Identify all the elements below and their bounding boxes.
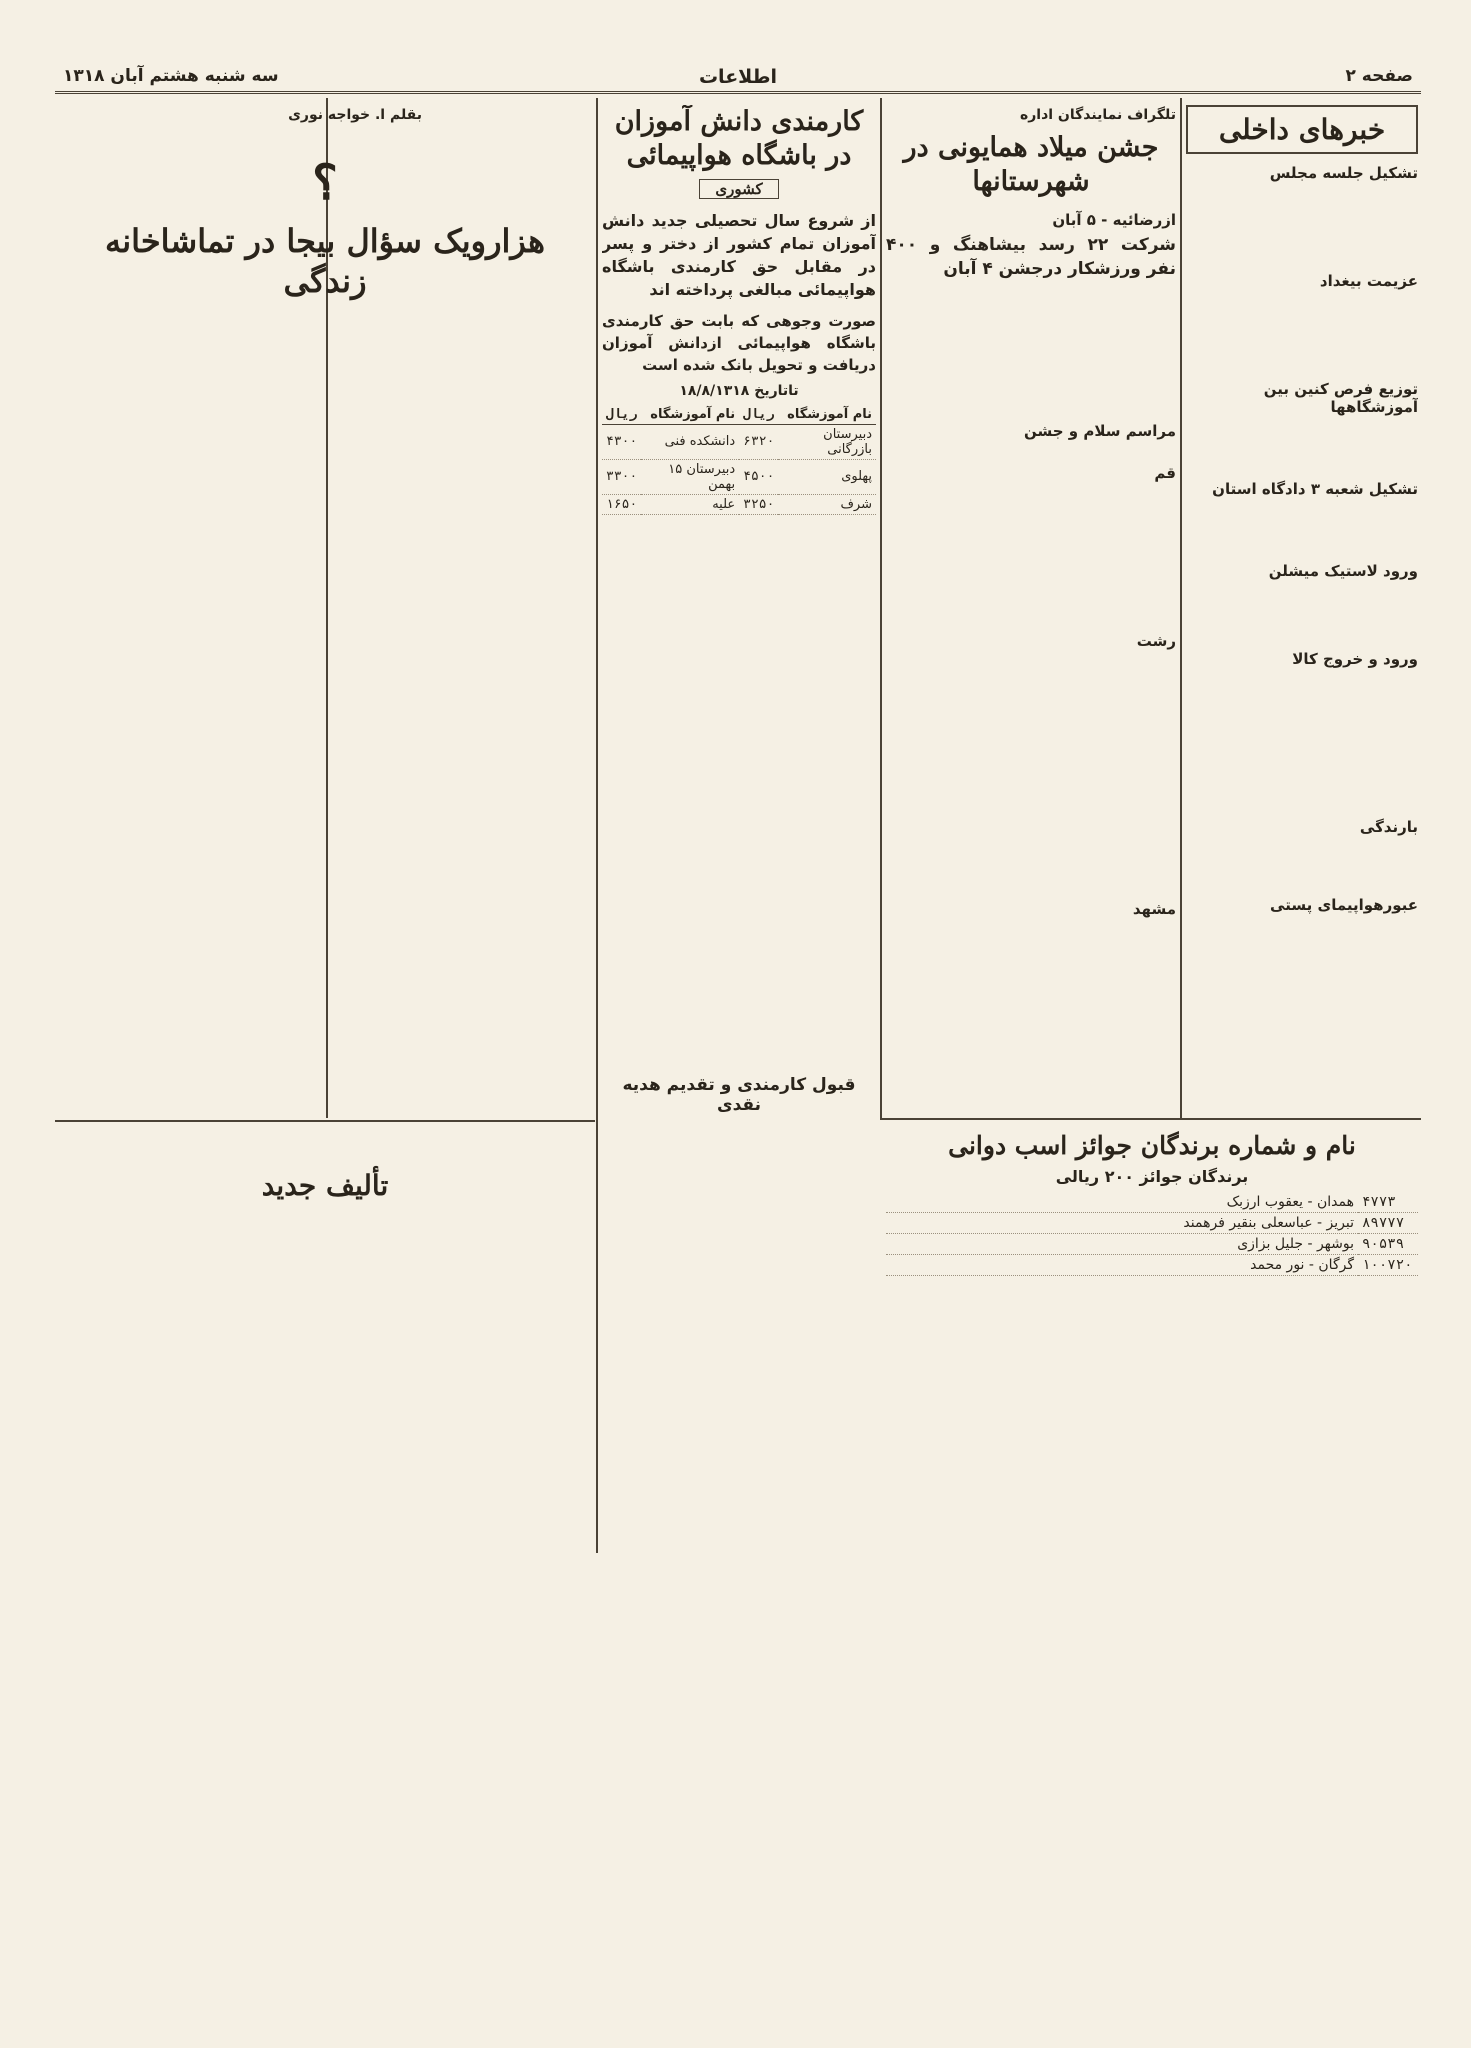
news-item-title: ورود و خروج کالا xyxy=(1292,650,1418,668)
table-cell: ۳۳۰۰ xyxy=(602,459,641,494)
column-kicker: تلگراف نمایندگان اداره xyxy=(1019,107,1176,123)
page-number: صفحه ۲ xyxy=(1345,66,1413,86)
table-cell: پهلوی xyxy=(778,459,876,494)
news-item-title: عزیمت بیغداد xyxy=(1319,272,1418,290)
student-membership-headline: کارمندی دانش آموزان در باشگاه هواپیمائی xyxy=(614,106,864,171)
winner-name: تبریز - عباسعلی بنقیر فرهمند xyxy=(886,1213,1358,1234)
section-rule xyxy=(55,1120,595,1122)
newspaper-name: اطلاعات xyxy=(698,66,778,88)
table-cell: ۴۳۰۰ xyxy=(602,424,641,459)
table-date: تاتاریخ ۱۸/۸/۱۳۱۸ xyxy=(679,382,799,399)
domestic-news-title: خبرهای داخلی xyxy=(1218,113,1386,146)
question-mark: ؟ xyxy=(312,155,338,211)
table-cell: شرف xyxy=(778,494,876,514)
table-intro: صورت وجوهی که بابت حق کارمندی باشگاه هواپیمائی ازدانش آموزان دریافت و تحویل بانک شده است xyxy=(602,312,876,374)
table-row xyxy=(886,1255,1418,1276)
table-cell: ۱۶۵۰ xyxy=(602,494,641,514)
issue-date: سه شنبه هشتم آبان ۱۳۱۸ xyxy=(63,66,279,86)
winner-name: بوشهر - جلیل بزازی xyxy=(886,1234,1358,1255)
news-item-title: قم xyxy=(1154,463,1176,482)
column-header: ریال xyxy=(602,405,641,425)
byline: بقلم ا. خواجه نوری xyxy=(288,107,422,123)
column-header: نام آموزشگاه xyxy=(778,405,876,425)
new-book-title: تألیف جدید xyxy=(261,1169,389,1202)
news-item-title: تشکیل جلسه مجلس xyxy=(1269,164,1418,182)
table-cell: علیه xyxy=(641,494,739,514)
lottery-winners-section xyxy=(886,1130,1418,2030)
table-cell: دبیرستان بازرگانی xyxy=(778,424,876,459)
table-row xyxy=(602,494,876,514)
news-item-title: مشهد xyxy=(1132,899,1176,918)
dateline: ازرضائیه - ۵ آبان xyxy=(1052,210,1176,229)
student-membership-column xyxy=(602,105,876,1445)
table-row xyxy=(886,1192,1418,1213)
table-cell: ۶۳۲۰ xyxy=(739,424,778,459)
table-cell: ۳۲۵۰ xyxy=(739,494,778,514)
essay-column xyxy=(58,105,592,1115)
column-header: نام آموزشگاه xyxy=(641,405,739,425)
royal-birthday-headline: جشن میلاد همایونی در شهرستانها xyxy=(903,132,1159,197)
essay-headline: هزارویک سؤال بیجا در تماشاخانه زندگی xyxy=(105,222,545,300)
ticket-number: ۱۰۰۷۲۰ xyxy=(1358,1255,1418,1276)
news-item-title: عبورهواپیمای پستی xyxy=(1270,896,1418,914)
table-row xyxy=(886,1213,1418,1234)
table-cell: دبیرستان ۱۵ بهمن xyxy=(641,459,739,494)
lead-paragraph: از شروع سال تحصیلی جدید دانش آموزان تمام کشور از دختر و پسر در مقابل حق کارمندی باشگاه هواپیمائی مبالغی پرداخته اند xyxy=(602,210,876,300)
lead-paragraph: شرکت ۲۲ رسد بیشاهنگ و ۴۰۰ نفر ورزشکار درجشن ۴ آبان xyxy=(886,234,1176,280)
table-cell: دانشکده فنی xyxy=(641,424,739,459)
news-item-title: توزیع فرص کنین بین آموزشگاهها xyxy=(1263,380,1418,416)
news-item-title: ورود لاستیک میشلن xyxy=(1268,562,1418,580)
ticket-number: ۹۰۵۳۹ xyxy=(1358,1234,1418,1255)
lottery-subtitle: برندگان جوائز ۲۰۰ ریالی xyxy=(1055,1167,1249,1187)
ticket-number: ۴۷۷۳ xyxy=(1358,1192,1418,1213)
ticket-number: ۸۹۷۷۷ xyxy=(1358,1213,1418,1234)
section-rule xyxy=(880,1118,1421,1120)
masthead xyxy=(55,60,1421,94)
winner-name: همدان - یعقوب ارزبک xyxy=(886,1192,1358,1213)
table-row xyxy=(602,424,876,459)
news-item-title: مراسم سلام و جشن xyxy=(1024,421,1176,440)
column-header: ریال xyxy=(739,405,778,425)
column-rule xyxy=(596,98,598,1553)
news-item-title: بارندگی xyxy=(1359,818,1418,836)
column-rule xyxy=(880,98,882,1118)
lottery-table xyxy=(886,1192,1418,1276)
country-badge: کشوری xyxy=(699,179,779,199)
gift-section-title: قبول کارمندی و تقدیم هدیه نقدی xyxy=(622,1074,856,1115)
school-payments-table xyxy=(602,405,876,515)
table-cell: ۴۵۰۰ xyxy=(739,459,778,494)
table-row xyxy=(602,459,876,494)
news-item-title: تشکیل شعبه ۳ دادگاه استان xyxy=(1212,480,1418,498)
table-row xyxy=(886,1234,1418,1255)
winner-name: گرگان - نور محمد xyxy=(886,1255,1358,1276)
domestic-news-box xyxy=(1186,105,1418,154)
domestic-news-column xyxy=(1186,105,1418,1115)
table-header-row xyxy=(602,405,876,425)
lottery-title: نام و شماره برندگان جوائز اسب دوانی xyxy=(948,1131,1356,1160)
new-book-section xyxy=(58,1128,592,2028)
royal-birthday-column xyxy=(886,105,1176,1115)
column-rule xyxy=(1180,98,1182,1118)
news-item-title: رشت xyxy=(1136,631,1176,650)
